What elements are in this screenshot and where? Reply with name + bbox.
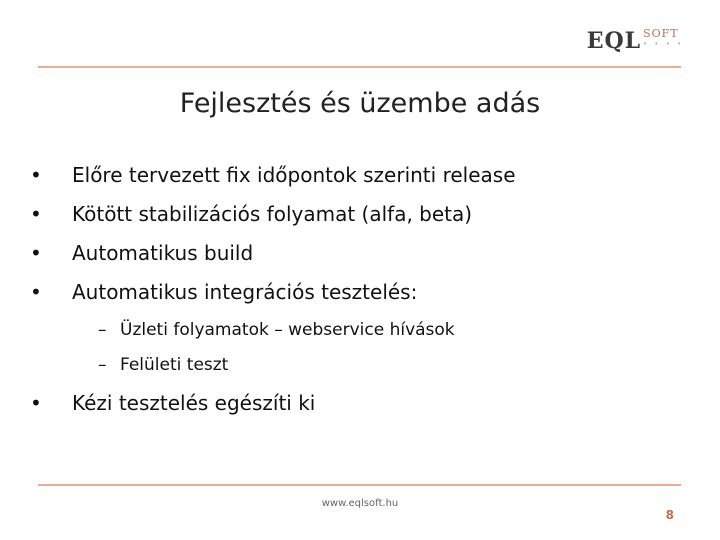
bullet-dot: •: [30, 280, 42, 304]
bullet-text: Előre tervezett fix időpontok szerinti release: [72, 163, 516, 187]
bullet-text: Kötött stabilizációs folyamat (alfa, beta): [72, 202, 473, 226]
sub-bullet-text: Felületi teszt: [120, 355, 229, 375]
logo-subtext: SOFT: [643, 27, 679, 40]
footer-url: www.eqlsoft.hu: [321, 498, 399, 509]
bullet-text: Automatikus build: [72, 241, 254, 265]
bullet-dot: •: [30, 202, 42, 226]
slide-title: Fejlesztés és üzembe adás: [179, 88, 541, 119]
logo-dots: • • • •: [643, 41, 684, 48]
page-number: 8: [665, 508, 674, 522]
sub-bullet-dash: –: [98, 355, 107, 375]
sub-bullet-dash: –: [98, 320, 107, 340]
bullet-dot: •: [30, 391, 42, 415]
sub-bullet-text: Üzleti folyamatok – webservice hívások: [120, 320, 455, 340]
bullet-text: Automatikus integrációs tesztelés:: [72, 280, 418, 304]
bullet-dot: •: [30, 241, 42, 265]
logo-text: EQL: [586, 28, 642, 54]
bullet-text: Kézi tesztelés egészíti ki: [72, 391, 316, 415]
bullet-dot: •: [30, 163, 42, 187]
footer-divider: [38, 484, 681, 486]
